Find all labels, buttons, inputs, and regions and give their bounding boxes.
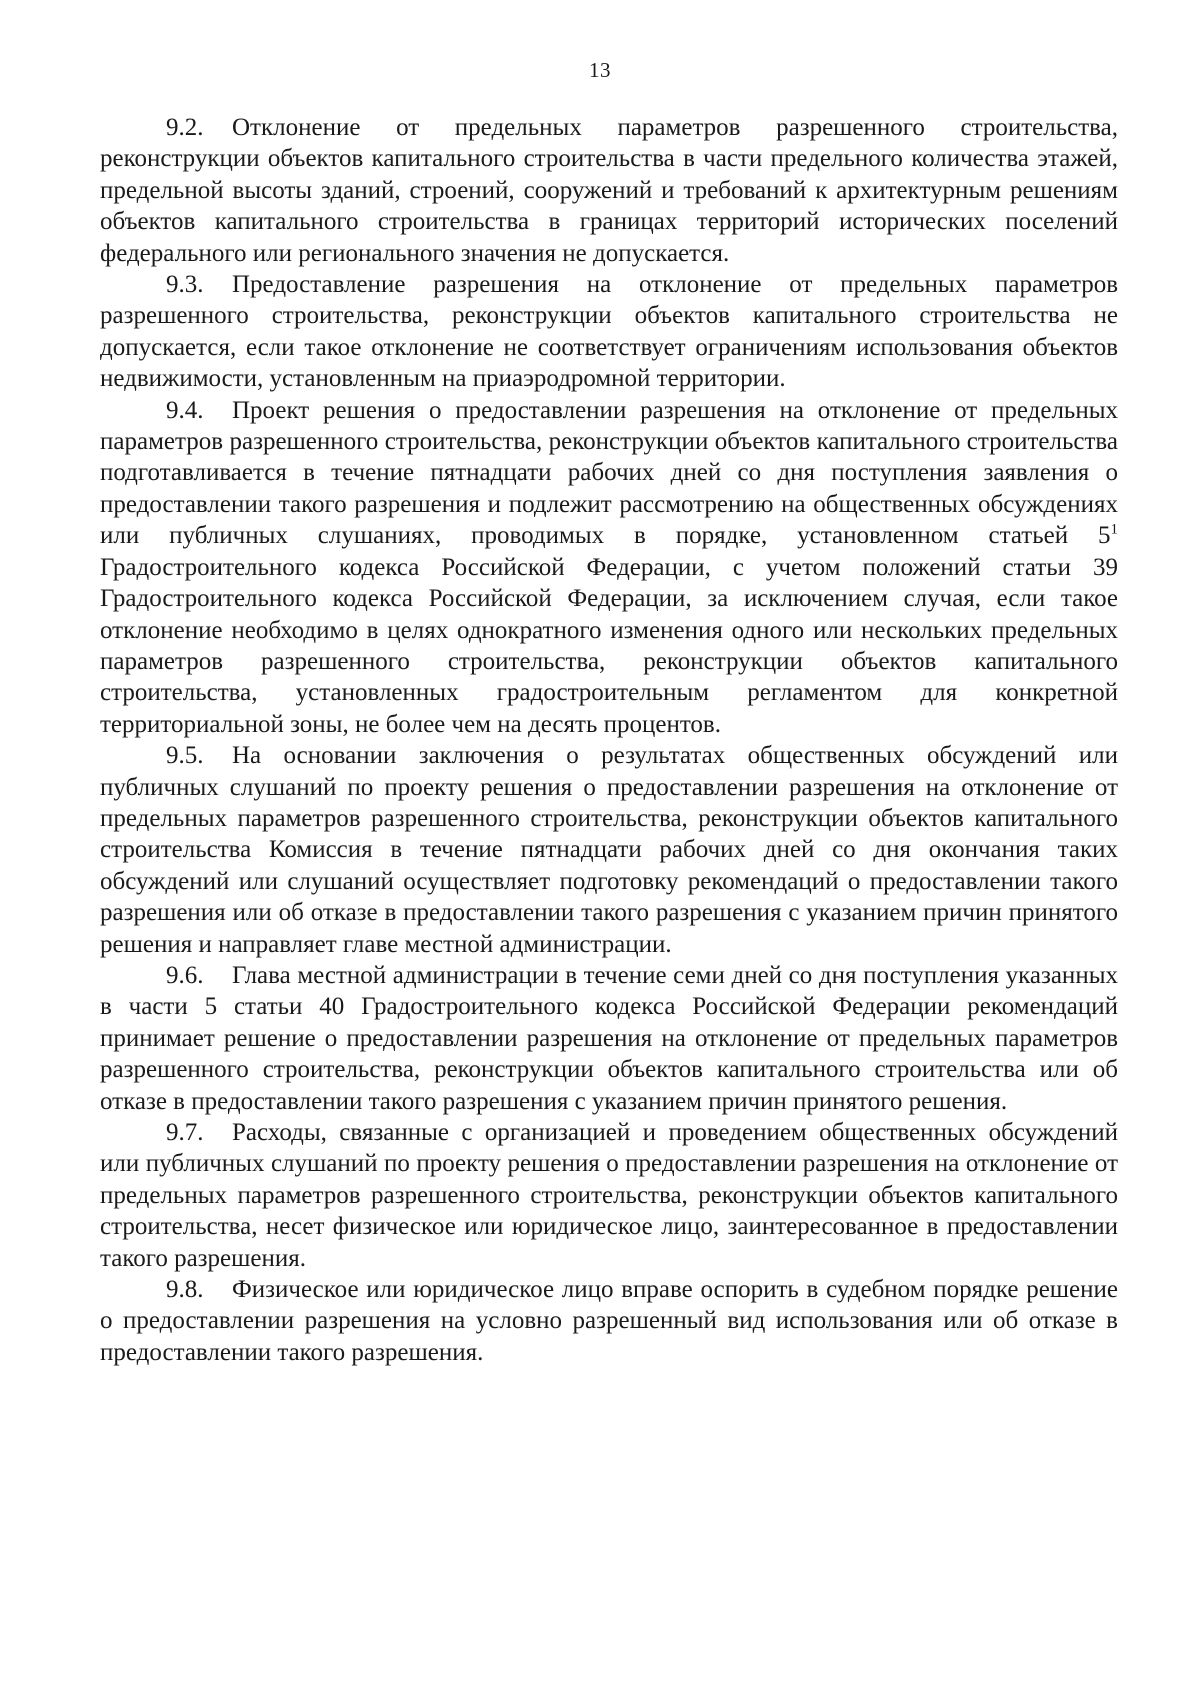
paragraph-text: Глава местной администрации в течение семи дней со дня поступления указанных в части 5 статьи 40 Градостроительного кодекса Российской Федерации рекомендаций принимает решение о предоставлении разрешения на отклонение от предельных параметров разрешенного строительства, реконструкции объектов капитального строительства или об отказе в предоставлении такого разрешения с указанием причин принятого решения. [100,961,1118,1115]
paragraph-text: Физическое или юридическое лицо вправе оспорить в судебном порядке решение о предоставлении разрешения на условно разрешенный вид использования или об отказе в предоставлении такого разрешения. [100,1276,1118,1366]
paragraph-9-8 [100,1274,1118,1368]
page-number: 13 [589,58,611,82]
paragraph-text: Расходы, связанные с организацией и проведением общественных обсуждений или публичных слушаний по проекту решения о предоставлении разрешения на отклонение от предельных параметров разрешенного строительства, реконструкции объектов капитального строительства, несет физическое или юридическое лицо, заинтересованное в предоставлении такого разрешения. [100,1119,1118,1272]
paragraph-number: 9.2. [166,114,204,141]
paragraph-9-3 [100,269,1118,395]
paragraph-number: 9.8. [166,1276,204,1304]
paragraph-number: 9.3. [166,271,204,299]
paragraph-9-7 [100,1117,1118,1274]
paragraph-number: 9.4. [166,396,204,424]
document-body [100,112,1118,1368]
article-superscript: 1 [1110,521,1118,538]
paragraph-9-2 [100,112,1118,269]
paragraph-text: Предоставление разрешения на отклонение от предельных параметров разрешенного строительства, реконструкции объектов капитального строительства не допускается, если такое отклонение не соответствует ограничениям использования объектов недвижимости, установленным на приаэродромной территории. [100,271,1118,393]
paragraph-9-6 [100,960,1118,1117]
paragraph-text: Отклонение от предельных параметров разрешенного строительства, реконструкции объектов капитального строительства в части предельного количества этажей, предельной высоты зданий, строений, сооружений и требований к архитектурным решениям объектов капитального строительства в границах территорий исторических поселений федерального или регионального значения не допускается. [100,114,1118,267]
paragraph-9-5 [100,740,1118,960]
paragraph-number: 9.6. [166,961,204,989]
paragraph-text-part-2: Градостроительного кодекса Российской Федерации, с учетом положений статьи 39 Градостроительного кодекса Российской Федерации, за исключением случая, если такое отклонение необходимо в целях однократного изменения одного или нескольких предельных параметров разрешенного строительства, реконструкции объектов капитального строительства, установленных градостроительным регламентом для конкретной территориальной зоны, не более чем на десять процентов. [100,553,1118,738]
paragraph-text: На основании заключения о результатах общественных обсуждений или публичных слушаний по проекту решения о предоставлении разрешения на отклонение от предельных параметров разрешенного строительства, реконструкции объектов капитального строительства Комиссия в течение пятнадцати рабочих дней со дня окончания таких обсуждений или слушаний осуществляет подготовку рекомендаций о предоставлении такого разрешения или об отказе в предоставлении такого разрешения с указанием причин принятого решения и направляет главе местной администрации. [100,742,1118,958]
paragraph-number: 9.7. [166,1119,204,1146]
paragraph-text-part-1: Проект решения о предоставлении разрешения на отклонение от предельных параметров разрешенного строительства, реконструкции объектов капитального строительства подготавливается в течение пятнадцати рабочих дней со дня поступления заявления о предоставлении такого разрешения и подлежит рассмотрению на общественных обсуждениях или публичных слушаниях, проводимых в порядке, установленном статьей 5 [100,396,1118,550]
paragraph-9-4 [100,395,1118,740]
paragraph-number: 9.5. [166,742,204,770]
